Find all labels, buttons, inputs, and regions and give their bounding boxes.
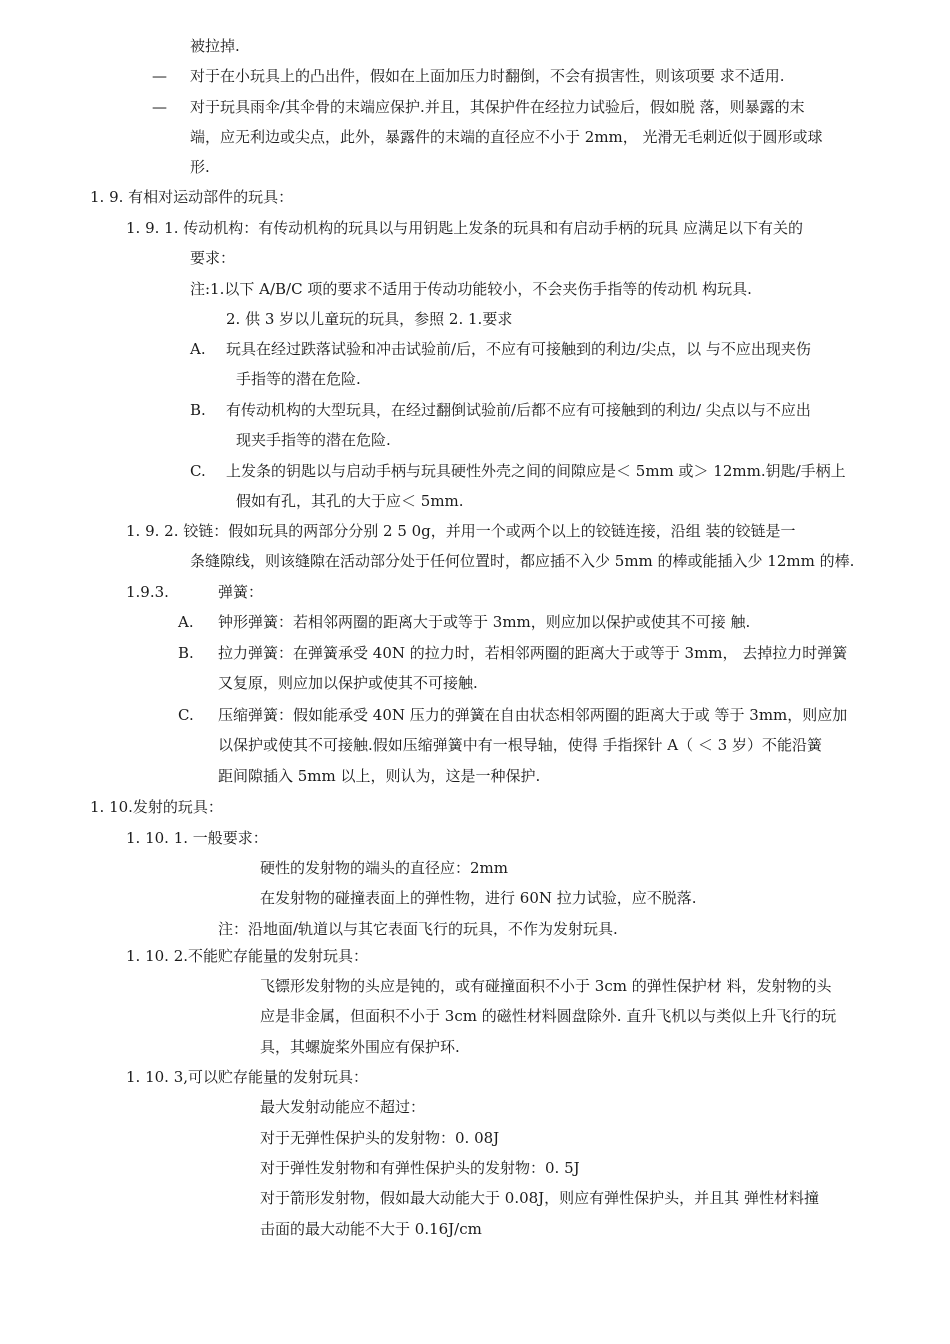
- text-line: 对于箭形发射物，假如最大动能大于 0.08J，则应有弹性保护头，并且其 弹性材料撞: [260, 1189, 819, 1207]
- text-line: 上发条的钥匙以与启动手柄与玩具硬性外壳之间的间隙应是＜ 5mm 或＞ 12mm.钥匙/手柄上: [226, 462, 846, 480]
- item-marker: B.: [178, 644, 194, 662]
- item-marker: B.: [190, 401, 206, 419]
- text-line: 拉力弹簧：在弹簧承受 40N 的拉力时，若相邻两圈的距离大于或等于 3mm， 去掉拉力时弹簧: [218, 644, 848, 662]
- text-line: 飞镖形发射物的头应是钝的，或有碰撞面积不小于 3cm 的弹性保护材 料，发射物的头: [260, 977, 832, 995]
- dash-marker: —: [152, 98, 167, 116]
- text-line: 要求：: [190, 249, 236, 267]
- text-line: 又复原，则应加以保护或使其不可接触.: [218, 674, 478, 692]
- text-line: 具，其螺旋桨外围应有保护环.: [260, 1038, 460, 1056]
- note-line: 注：沿地面/轨道以与其它表面飞行的玩具，不作为发射玩具.: [218, 920, 618, 938]
- item-marker: C.: [190, 462, 206, 480]
- item-marker: A.: [190, 340, 206, 358]
- text-line: 在发射物的碰撞表面上的弹性物，进行 60N 拉力试验，应不脱落.: [260, 889, 697, 907]
- text-line: 压缩弹簧：假如能承受 40N 压力的弹簧在自由状态相邻两圈的距离大于或 等于 3mm，则应加: [218, 706, 848, 724]
- section-heading: 1. 10.发射的玩具：: [90, 798, 223, 816]
- text-line: 假如有孔，其孔的大于应＜ 5mm.: [236, 492, 464, 510]
- text-line: 对于在小玩具上的凸出件，假如在上面加压力时翻倒，不会有损害性，则该项要 求不适用.: [190, 67, 785, 85]
- text-line: 对于无弹性保护头的发射物：0. 08J: [260, 1129, 500, 1147]
- subsection-heading: 1. 10. 3,可以贮存能量的发射玩具：: [126, 1068, 369, 1086]
- dash-marker: —: [152, 67, 167, 85]
- text-line: 硬性的发射物的端头的直径应：2mm: [260, 859, 508, 877]
- text-line: 手指等的潜在危险.: [236, 370, 361, 388]
- subsection-heading: 1. 10. 1. 一般要求：: [126, 829, 268, 847]
- text-line: 形.: [190, 158, 210, 176]
- text-line: 钟形弹簧：若相邻两圈的距离大于或等于 3mm，则应加以保护或使其不可接 触.: [218, 613, 751, 631]
- note-line: 2. 供 3 岁以儿童玩的玩具，参照 2. 1.要求: [226, 310, 513, 328]
- subsection-heading: 1. 9. 1. 传动机构：有传动机构的玩具以与用钥匙上发条的玩具和有启动手柄的玩具 应满足以下有关的: [126, 219, 804, 237]
- text-line: 端，应无利边或尖点，此外，暴露件的末端的直径应不小于 2mm， 光滑无毛刺近似于圆形或球: [190, 128, 823, 146]
- subsection-number: 1.9.3.: [126, 583, 169, 601]
- item-marker: C.: [178, 706, 194, 724]
- subsection-heading: 1. 9. 2. 铰链：假如玩具的两部分分别 2 5 0g，并用一个或两个以上的铰链连接，沿组 装的铰链是一: [126, 522, 796, 540]
- subsection-heading: 1. 10. 2.不能贮存能量的发射玩具：: [126, 947, 369, 965]
- item-marker: A.: [178, 613, 194, 631]
- section-heading: 1. 9. 有相对运动部件的玩具：: [90, 188, 294, 206]
- text-line: 条缝隙线，则该缝隙在活动部分处于任何位置时，都应插不入少 5mm 的棒或能插入少 12mm 的棒.: [190, 552, 855, 570]
- text-line: 对于弹性发射物和有弹性保护头的发射物：0. 5J: [260, 1159, 580, 1177]
- subsection-heading: 弹簧：: [218, 583, 264, 601]
- note-line: 注:1.以下 A/B/C 项的要求不适用于传动功能较小，不会夹伤手指等的传动机 构玩具.: [190, 280, 752, 298]
- text-line: 被拉掉.: [190, 37, 240, 55]
- text-line: 最大发射动能应不超过：: [260, 1098, 426, 1116]
- text-line: 对于玩具雨伞/其伞骨的末端应保护.并且，其保护件在经拉力试验后，假如脱 落，则暴露的末: [190, 98, 805, 116]
- text-line: 应是非金属，但面积不小于 3cm 的磁性材料圆盘除外. 直升飞机以与类似上升飞行的玩: [260, 1007, 837, 1025]
- text-line: 现夹手指等的潜在危险.: [236, 431, 391, 449]
- text-line: 玩具在经过跌落试验和冲击试验前/后，不应有可接触到的利边/尖点，以 与不应出现夹伤: [226, 340, 811, 358]
- text-line: 击面的最大动能不大于 0.16J/cm: [260, 1220, 482, 1238]
- text-line: 距间隙插入 5mm 以上，则认为，这是一种保护.: [218, 767, 541, 785]
- text-line: 以保护或使其不可接触.假如压缩弹簧中有一根导轴，使得 手指探针 A（ ＜ 3 岁）不能沿簧: [218, 736, 822, 754]
- text-line: 有传动机构的大型玩具，在经过翻倒试验前/后都不应有可接触到的利边/ 尖点以与不应出: [226, 401, 811, 419]
